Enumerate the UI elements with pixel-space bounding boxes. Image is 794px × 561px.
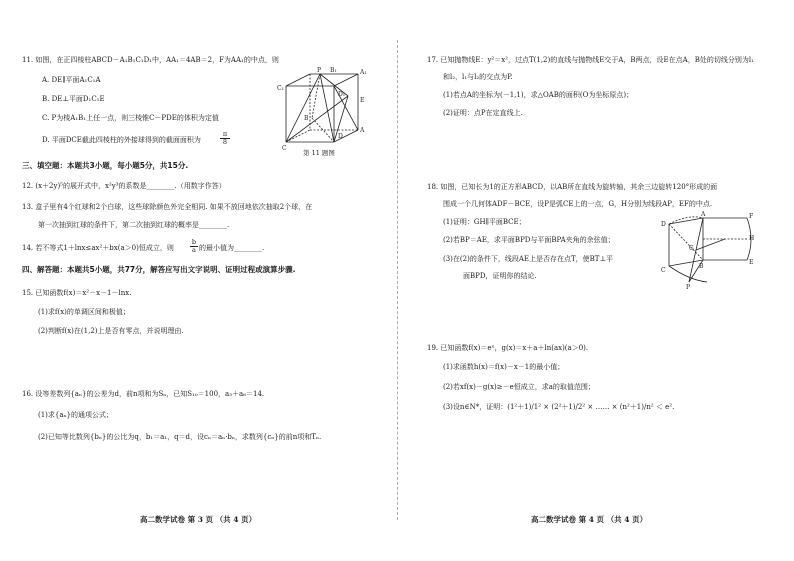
fig18-line (696, 239, 725, 250)
q14-fraction (190, 239, 198, 254)
fig18-label: B (699, 263, 704, 270)
q19: 19. 已知函数f(x)＝eˣ，g(x)＝x＋a＋ln(ax)(a＞0). (427, 344, 589, 352)
q11-stem: 11. 如图，在正四棱柱ABCD－A₁B₁C₁D₁中，AA₁＝4AB＝2，F为AA₁的中点，则 (22, 56, 279, 64)
fig11-hidden-line (312, 74, 320, 118)
q14-frac-num: b (191, 238, 197, 246)
section-3-heading: 三、填空题：本题共3小题，每小题5分，共15分. (22, 161, 189, 170)
q11-option-c: C. P为棱A₁B₁上任一点，则三棱锥C－PDE的体积为定值 (42, 114, 219, 122)
q17-part2: (2)证明：点P在定直线上. (443, 109, 523, 117)
q14: 14. 若不等式1＋lnx≤ax²＋bx(a＞0)恒成立，则 (22, 244, 174, 252)
q18-part1: (1)证明：GH∥平面BCE； (443, 218, 526, 226)
q16: 16. 设等差数列{aₙ}的公差为d，前n项和为Sₙ，已知S₁₀＝100，a₃＋a₆＝14. (22, 390, 265, 398)
q15-part1: (1)求f(x)的单调区间和极值； (38, 308, 130, 316)
q13-line1: 13. 盒子里有4个红球和2个白球，这些球除颜色外完全相同. 如果不放回地依次抽取2个球，在 (22, 203, 313, 211)
q11-option-d: D. 平面DCE截此四棱柱的外接球得到的截面面积为 (42, 136, 201, 144)
q18-figure (659, 210, 759, 290)
page-3-footer: 高二数学试卷 第 3 页 （共 4 页） (140, 515, 257, 524)
q19-part3: (3)设n∈N*，证明：(1²＋1)/1² × (2²＋1)/2² × …… × (n²＋1)/n² ＜ e². (443, 403, 675, 411)
q16-part1: (1)求{aₙ}的通项公式； (38, 411, 114, 419)
q18-part3-line1: (3)在(2)的条件下，线段AE上是否存在点T，使BT⊥平 (443, 255, 614, 263)
q17-line1: 17. 已知抛物线E：y²＝x²，过点T(1,2)的直线与抛物线E交于A，B两点，设E在点A，B处的切线分别为l₁ (427, 56, 754, 64)
q19-part1: (1)求函数h(x)＝f(x)－x－1的最小值； (443, 363, 565, 371)
fig11-label: B₁ (330, 67, 337, 74)
q13-line2: 第一次抽到红球的条件下，第二次抽到红球的概率是________. (38, 221, 230, 229)
q18-line2: 围成一个几何体ADF－BCE，设P是弧CE上的一点，G，H分别为线段AP，EF的中点. (443, 200, 713, 208)
fig11-edge (286, 74, 310, 86)
fig11-label: C (282, 145, 287, 152)
q11-d-frac-num: π (220, 131, 230, 139)
fig11-label: P (317, 67, 322, 74)
fig18-label: A (701, 211, 706, 218)
fig18-label: C (661, 267, 666, 274)
q18-part2: (2)若BP＝AE，求平面BPD与平面BPA夹角的余弦值； (443, 236, 615, 244)
q12: 12. (x＋2y)⁵的展开式中，x²y³的系数是________.（用数字作答） (22, 182, 226, 190)
fig11-label: C₁ (277, 85, 284, 92)
fig18-label: P (686, 284, 691, 290)
section-4-heading: 四、解答题：本题共5小题，共77分，解答应写出文字说明、证明过程或演算步骤. (22, 265, 296, 274)
fig18-edge (669, 260, 703, 266)
q15-part2: (2)判断f(x)在(1,2)上是否有零点，并说明理由. (38, 327, 184, 335)
q11-d-frac-den: 8 (222, 138, 228, 146)
fig11-label: D₁ (338, 91, 346, 98)
q16-part2: (2)已知等比数列{bₙ}的公比为q，b₁＝a₁，q＝d，设cₙ＝aₙ·bₙ，求数列{cₙ}的前n项和Tₙ. (38, 433, 322, 441)
fig11-label: B (304, 115, 309, 122)
q18-part3-line2: 面BPD，证明你的结论. (463, 272, 537, 280)
q14-frac-den: a (192, 246, 196, 254)
q11-figure (268, 66, 376, 156)
q11-option-b: B. DE⊥平面D₁C₁E (42, 95, 105, 103)
fig18-label: H (749, 235, 755, 242)
q17-line2: 和l₂，l₁与l₂的交点为P. (443, 73, 513, 81)
q17-part1: (1)若点A的坐标为(－1,1)，求△OAB的面积(O为坐标原点)； (443, 91, 634, 99)
fig11-label: E (360, 97, 365, 104)
fig11-label: A (360, 127, 365, 134)
fig18-label: G (689, 245, 694, 252)
q14-tail: 的最小值为________. (199, 244, 265, 252)
fig18-label: E (749, 259, 754, 266)
q11-option-a: A. DE∥平面A₁C₁A (42, 76, 101, 84)
q11-figure-caption: 第 11 题图 (303, 149, 335, 157)
fig18-edge (669, 218, 703, 224)
fig11-label: D (338, 133, 343, 140)
fig18-label: F (749, 213, 754, 220)
page-4 (397, 0, 794, 561)
fig11-edge (334, 74, 358, 86)
q18-line1: 18. 如图，已知长为1的正方形ABCD，以AB所在直线为旋转轴，其余三边旋转120°形成的面 (427, 183, 718, 191)
q19-part2: (2)若xf(x)－g(x)≥－e恒成立，求a的取值范围； (443, 383, 595, 391)
fig11-line (286, 74, 320, 142)
fig11-hidden-edge (286, 130, 310, 142)
fig18-label: D (661, 221, 666, 228)
q11-d-fraction (220, 131, 230, 146)
page-4-footer: 高二数学试卷 第 4 页 （共 4 页） (531, 515, 648, 524)
fig11-label: A₁ (360, 69, 367, 76)
q15: 15. 已知函数f(x)＝x²－x－1－lnx. (22, 289, 132, 297)
